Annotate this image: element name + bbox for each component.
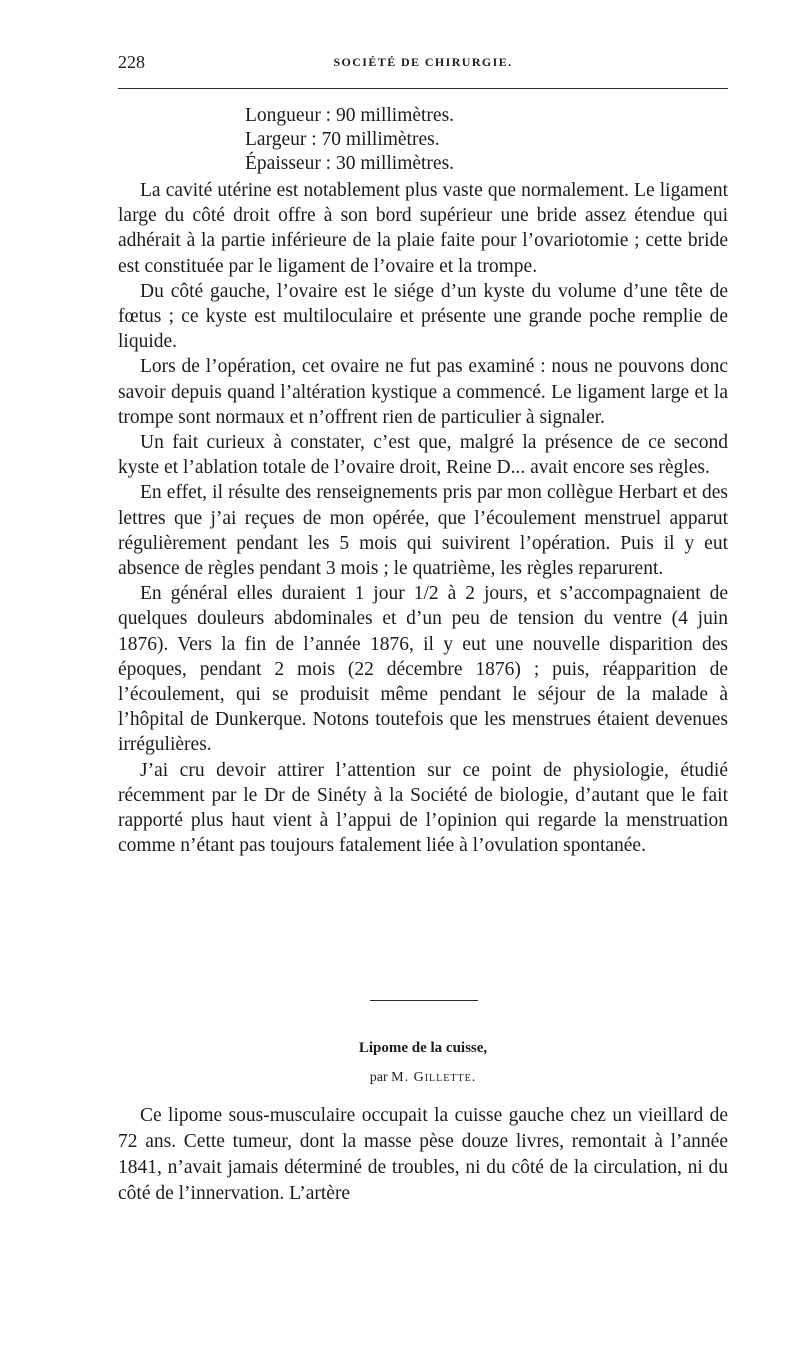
section-author-line [118, 1070, 728, 1086]
paragraph-lipoma: Ce lipome sous-musculaire occupait la cuisse gauche chez un vieillard de 72 ans. Cette tumeur, dont la masse pèse douze livres, remontait à l’année 1841, n’avait jamais déterminé de troubles, ni du côté de la circulation, ni du côté de l’innervation. L’artère [118, 1105, 728, 1204]
measurements-list [245, 104, 454, 176]
section-title: Lipome de la cuisse, [358, 1040, 488, 1056]
measurement-width: Largeur : 70 millimètres. [245, 129, 440, 150]
header-rule [118, 88, 728, 89]
running-title: SOCIÉTÉ DE CHIRURGIE. [333, 55, 513, 69]
page-number: 228 [118, 52, 145, 72]
paragraph-left-ovary: Du côté gauche, l’ovaire est le siége d’un kyste du volume d’une tête de fœtus ; ce kyste est multiloculaire et présente une grande poche remplie de liquide. [118, 280, 728, 353]
paragraph-duration: En général elles duraient 1 jour 1/2 à 2 jours, et s’accompagnaient de quelques douleurs abdominales et d’un peu de tension du ventre (4 juin 1876). Vers la fin de l’année 1876, il y eut une nouvelle disparition des époques, pendant 2 mois (22 décembre 1876) ; puis, réapparition de l’écoulement, qui se produisit même pendant le séjour de la malade à l’hôpital de Dunkerque. Notons toutefois que les menstrues étaient devenues irrégulières. [118, 583, 728, 756]
author-prefix: par [369, 1070, 388, 1085]
paragraph-physiology: J’ai cru devoir attirer l’attention sur ce point de physiologie, étudié récemment par le Dr de Sinéty à la Société de biologie, d’autant que le fait rapporté plus haut vient à l’appui de l’opinion qui regarde la menstruation comme n’étant pas toujours fatalement liée à l’ovulation spontanée. [118, 759, 728, 857]
measurement-length: Longueur : 90 millimètres. [245, 105, 455, 126]
measurement-thickness: Épaisseur : 30 millimètres. [245, 153, 455, 174]
running-header [118, 52, 728, 74]
paragraph-uterine-cavity: La cavité utérine est notablement plus vaste que normalement. Le ligament large du côté droit offre à son bord supérieur une bride assez étendue qui adhérait à la partie inférieure de la plaie faite pour l’ovariotomie ; cette bride est constituée par le ligament de l’ovaire et la trompe. [118, 180, 728, 277]
section-divider [370, 1000, 478, 1001]
paragraph-menstruation: En effet, il résulte des renseignements pris par mon collègue Herbart et des lettres que j’ai reçues de mon opérée, que l’écoulement menstruel apparut régulièrement pendant les 5 mois qui suivirent l’opération. Puis il y eut absence de règles pendant 3 mois ; le quatrième, les règles reparurent. [118, 482, 728, 580]
author-name: M. Gillette. [391, 1070, 477, 1085]
paragraph-curious-fact: Un fait curieux à constater, c’est que, malgré la présence de ce second kyste et l’ablation totale de l’ovaire droit, Reine D... avait encore ses règles. [118, 432, 728, 479]
section-body [118, 1103, 728, 1207]
paragraph-operation: Lors de l’opération, cet ovaire ne fut pas examiné : nous ne pouvons donc savoir depuis quand l’altération kystique a commencé. Le ligament large et la trompe sont normaux et n’offrent rien de particulier à signaler. [118, 356, 728, 428]
body-text [118, 178, 728, 858]
